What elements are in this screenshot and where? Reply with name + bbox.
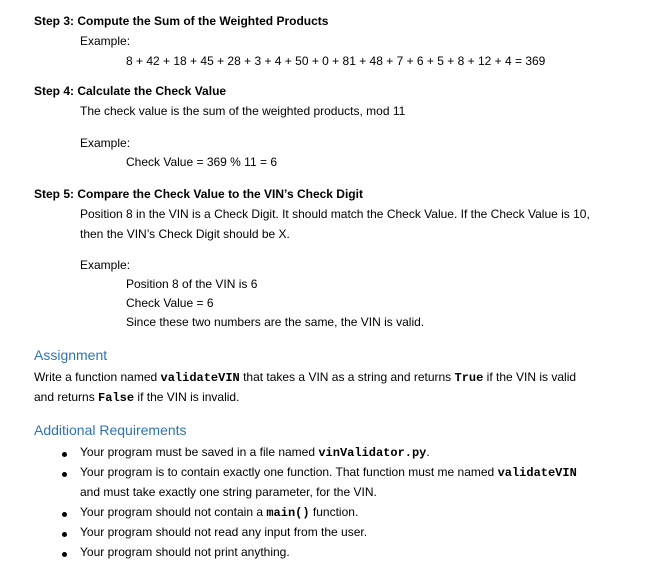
assignment-line2 bbox=[34, 390, 239, 406]
requirement-item bbox=[80, 465, 577, 481]
step5-example-label: Example: bbox=[80, 258, 131, 272]
requirement-item-continued bbox=[80, 485, 377, 500]
text: and must take exactly one string parameter, for the VIN. bbox=[80, 485, 377, 499]
step5-description-line1: Position 8 in the VIN is a Check Digit. It should match the Check Value. If the Check Value is 10, bbox=[80, 207, 590, 221]
step5-description-line2: then the VIN’s Check Digit should be X. bbox=[80, 227, 290, 241]
additional-heading: Additional Requirements bbox=[34, 422, 187, 438]
text: Your program must be saved in a file named bbox=[80, 445, 319, 459]
bullet-icon bbox=[62, 452, 67, 457]
code-false: False bbox=[98, 391, 135, 405]
text: function. bbox=[309, 505, 359, 519]
text: Write a function named bbox=[34, 370, 161, 384]
text: if the VIN is invalid. bbox=[134, 390, 240, 404]
step4-description: The check value is the sum of the weighted products, mod 11 bbox=[80, 104, 406, 118]
step5-example-line: Check Value = 6 bbox=[126, 296, 214, 310]
text: Your program should not read any input from the user. bbox=[80, 525, 368, 539]
requirement-item bbox=[80, 545, 290, 560]
requirement-item bbox=[80, 505, 358, 521]
step5-example-line: Since these two numbers are the same, the VIN is valid. bbox=[126, 315, 425, 329]
requirement-item bbox=[80, 445, 430, 461]
text: and returns bbox=[34, 390, 99, 404]
text: Your program is to contain exactly one function. That function must me named bbox=[80, 465, 498, 479]
step4-heading: Step 4: Calculate the Check Value bbox=[34, 84, 227, 98]
step3-example-label: Example: bbox=[80, 34, 131, 48]
code-filename: vinValidator.py bbox=[318, 446, 427, 460]
text: if the VIN is valid bbox=[483, 370, 577, 384]
code-validateVIN: validateVIN bbox=[160, 371, 240, 385]
code-main: main() bbox=[266, 506, 310, 520]
step3-example-text: 8 + 42 + 18 + 45 + 28 + 3 + 4 + 50 + 0 + 81 + 48 + 7 + 6 + 5 + 8 + 12 + 4 = 369 bbox=[126, 54, 546, 68]
step5-example-line: Position 8 of the VIN is 6 bbox=[126, 277, 258, 291]
assignment-heading: Assignment bbox=[34, 347, 108, 363]
step4-example-text: Check Value = 369 % 11 = 6 bbox=[126, 155, 277, 169]
step3-heading: Step 3: Compute the Sum of the Weighted Products bbox=[34, 14, 329, 28]
code-true: True bbox=[454, 371, 484, 385]
bullet-icon bbox=[62, 532, 67, 537]
bullet-icon bbox=[62, 512, 67, 517]
step5-heading: Step 5: Compare the Check Value to the VIN’s Check Digit bbox=[34, 187, 363, 201]
text: Your program should not contain a bbox=[80, 505, 267, 519]
code-validateVIN: validateVIN bbox=[497, 466, 577, 480]
bullet-icon bbox=[62, 552, 67, 557]
text: that takes a VIN as a string and returns bbox=[239, 370, 455, 384]
assignment-line1 bbox=[34, 370, 576, 386]
text: Your program should not print anything. bbox=[80, 545, 290, 559]
bullet-icon bbox=[62, 472, 67, 477]
requirement-item bbox=[80, 525, 367, 540]
text: . bbox=[426, 445, 430, 459]
step4-example-label: Example: bbox=[80, 136, 131, 150]
